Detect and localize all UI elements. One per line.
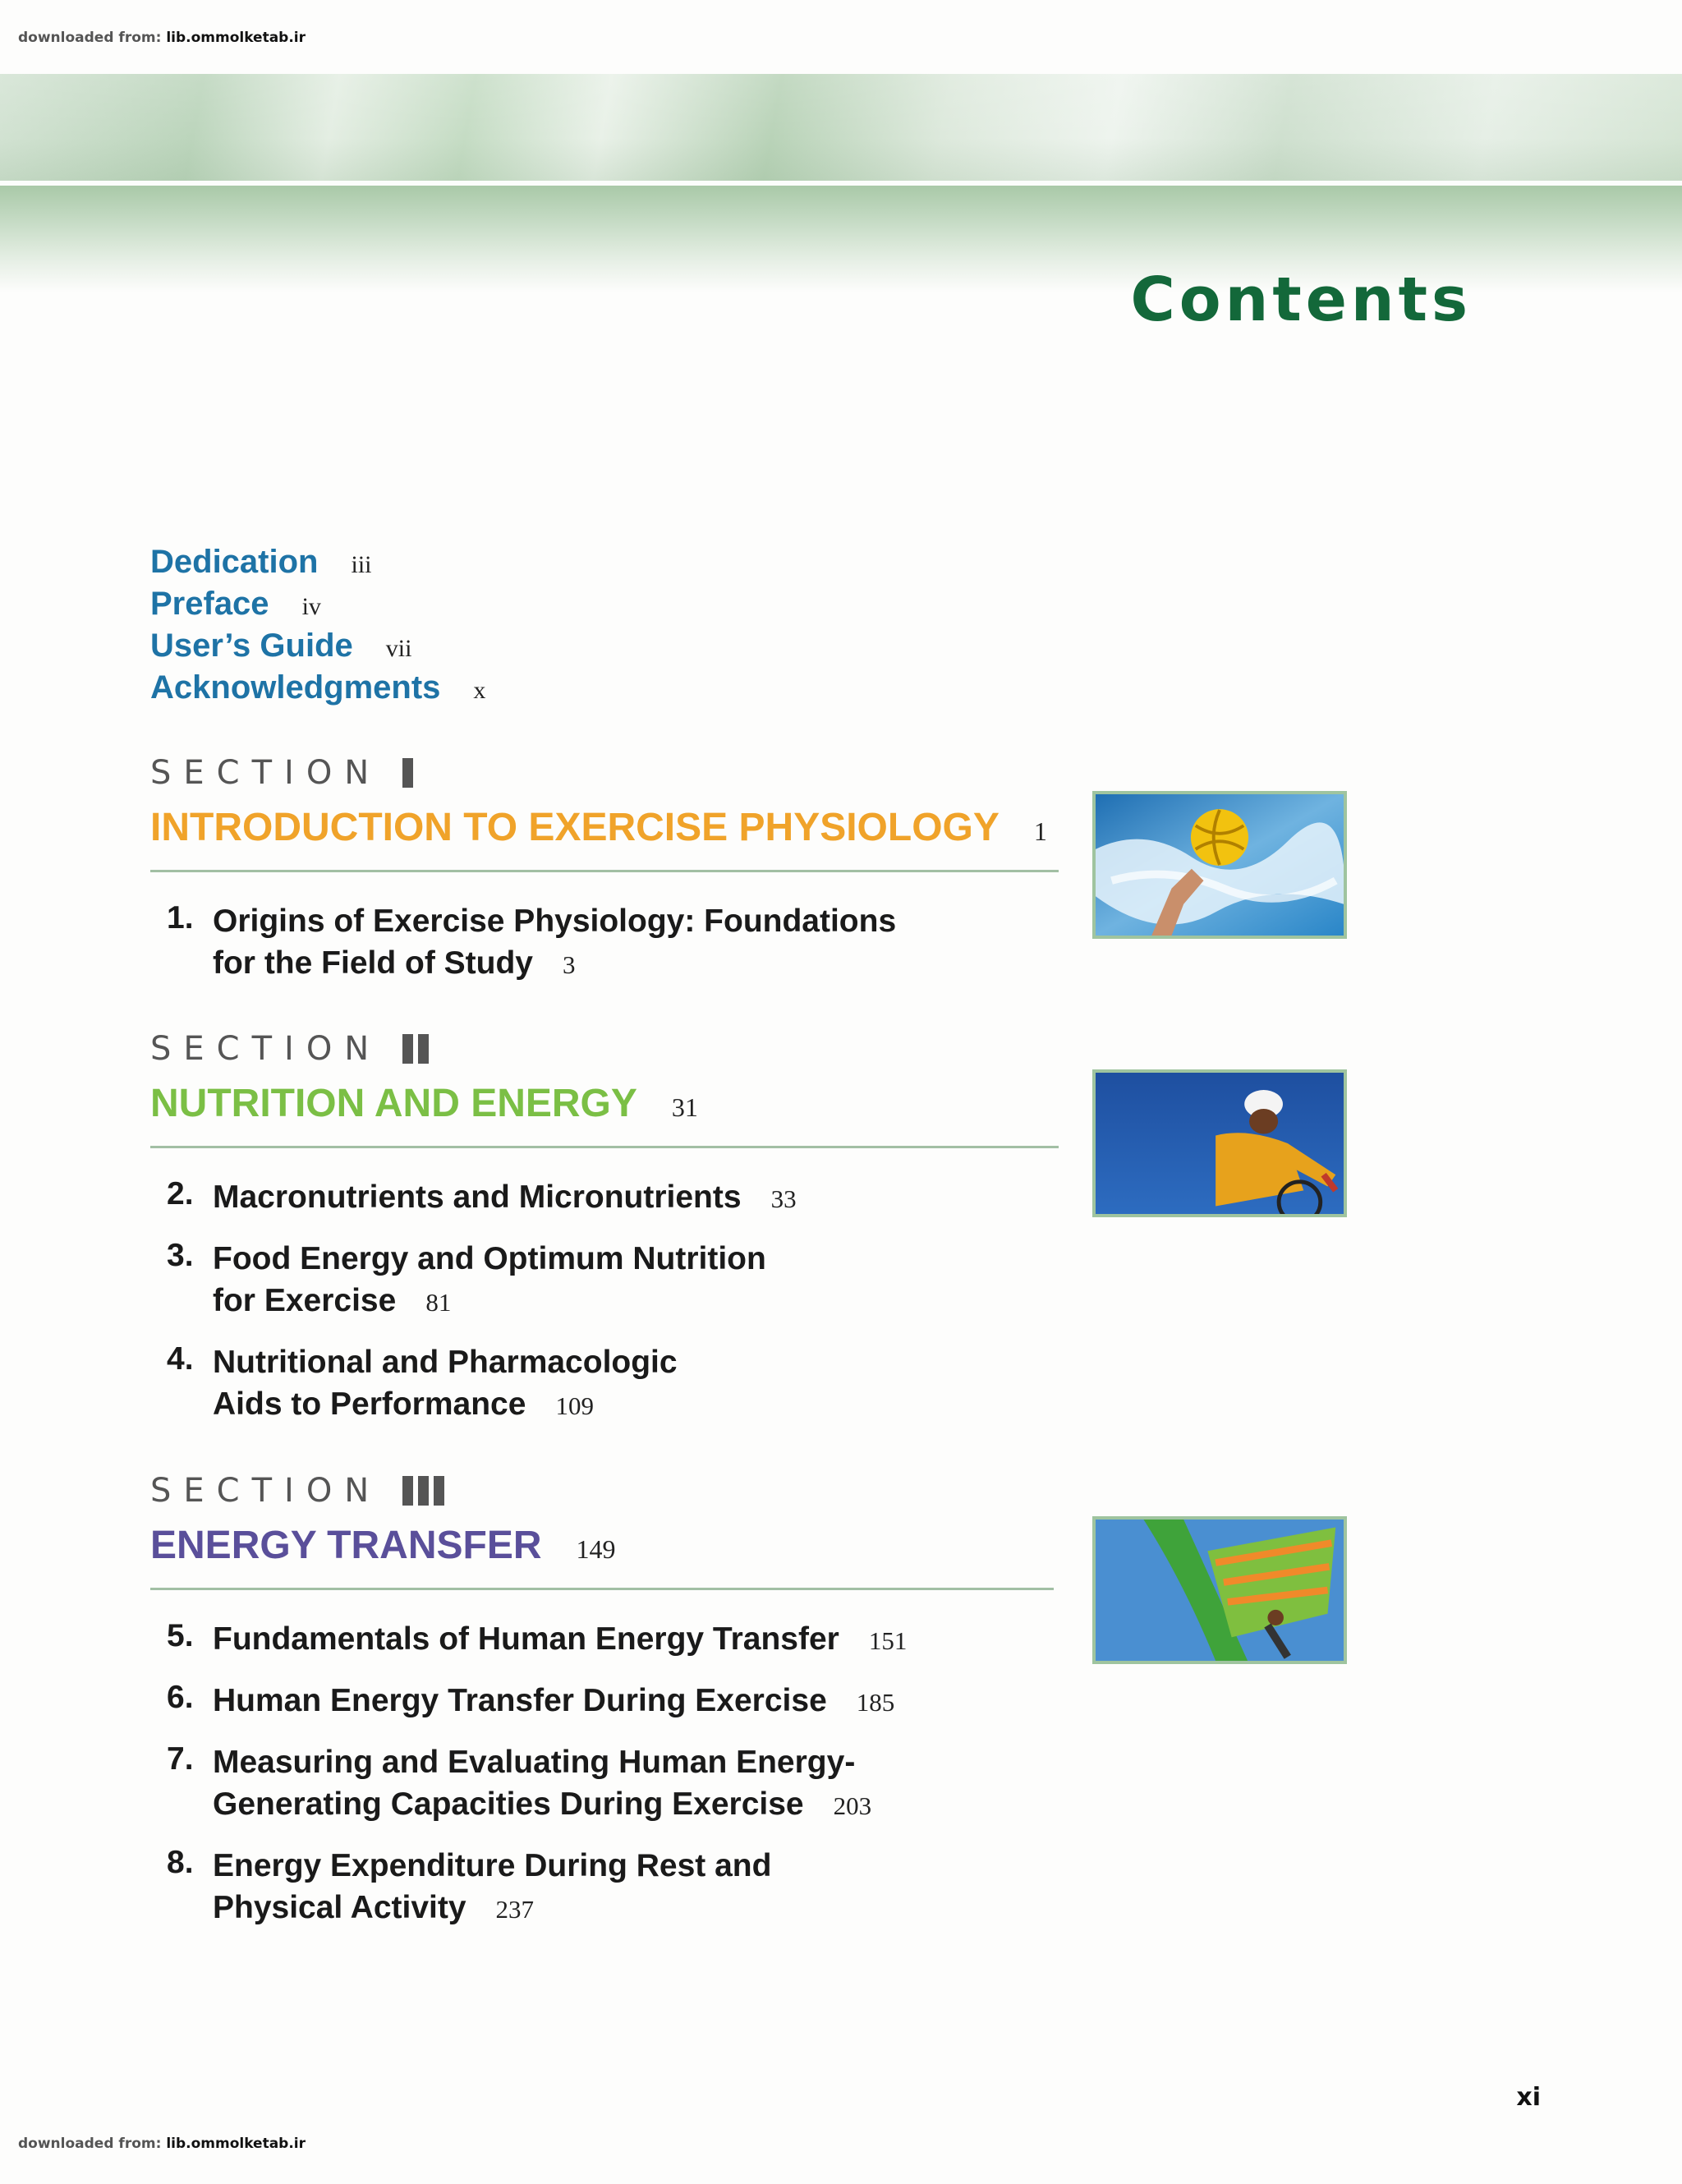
chapter-title-line: Origins of Exercise Physiology: Foundations: [213, 903, 897, 939]
section-page: 149: [576, 1534, 616, 1564]
chapter-entry-2[interactable]: [167, 1176, 1059, 1220]
chapter-entry-8[interactable]: [167, 1845, 1054, 1930]
cyclist-photo: [1092, 1069, 1347, 1217]
section-label: [150, 1028, 1059, 1069]
section-page: 31: [671, 1092, 698, 1122]
chapter-list: [167, 1176, 1059, 1427]
chapter-page: 151: [868, 1626, 908, 1655]
section-divider: [150, 1588, 1054, 1590]
watermark-prefix: downloaded from:: [18, 2136, 167, 2152]
chapter-title-line: Nutritional and Pharmacologic: [213, 1345, 678, 1380]
chapter-entry-1[interactable]: [167, 900, 1059, 986]
section-title: ENERGY TRANSFER: [150, 1524, 542, 1567]
section-divider: [150, 1146, 1059, 1148]
windsurfer-photo: [1092, 1516, 1347, 1664]
chapter-entry-6[interactable]: [167, 1680, 1054, 1723]
section-word: SECTION: [150, 1472, 382, 1510]
page-title: Contents: [1130, 264, 1472, 335]
chapter-title: [213, 1680, 894, 1723]
chapter-number: 2.: [167, 1176, 194, 1212]
chapter-list: [167, 1618, 1054, 1930]
section-divider: [150, 870, 1059, 872]
water-polo-photo: [1092, 791, 1347, 939]
chapter-title-line: Physical Activity: [213, 1890, 466, 1925]
section-1: [150, 752, 1059, 1004]
front-item-page: iv: [301, 593, 321, 620]
section-heading[interactable]: [150, 1081, 1059, 1126]
chapter-number: 3.: [167, 1238, 194, 1273]
chapter-entry-4[interactable]: [167, 1341, 1059, 1427]
chapter-title-line: for Exercise: [213, 1283, 397, 1318]
chapter-title-line: Aids to Performance: [213, 1386, 526, 1422]
front-item-label: Preface: [150, 586, 269, 622]
chapter-entry-7[interactable]: [167, 1741, 1054, 1827]
section-label: [150, 1470, 1054, 1511]
watermark-site: lib.ommolketab.ir: [166, 30, 306, 46]
section-heading[interactable]: [150, 1523, 1054, 1568]
chapter-number: 5.: [167, 1618, 194, 1653]
chapter-number: 8.: [167, 1845, 194, 1880]
section-2: [150, 1028, 1059, 1445]
front-item-acknowledgments[interactable]: [150, 669, 485, 711]
front-item-page: x: [473, 677, 486, 704]
chapter-page: 237: [495, 1895, 535, 1924]
section-page: 1: [1033, 816, 1047, 846]
front-item-label: Acknowledgments: [150, 669, 441, 706]
chapter-page: 3: [562, 950, 576, 979]
chapter-entry-3[interactable]: [167, 1238, 1059, 1323]
section-word: SECTION: [150, 1030, 382, 1068]
section-numeral-icon: [402, 1034, 429, 1064]
chapter-title-line: Macronutrients and Micronutrients: [213, 1179, 742, 1215]
section-heading[interactable]: [150, 805, 1059, 850]
chapter-title: [213, 1618, 907, 1662]
section-numeral-icon: [402, 758, 413, 788]
header-banner: [0, 74, 1682, 181]
page-number: xi: [1516, 2083, 1541, 2112]
chapter-title: [213, 900, 896, 986]
front-item-users-guide[interactable]: [150, 628, 485, 669]
section-word: SECTION: [150, 754, 382, 792]
chapter-title-line: for the Field of Study: [213, 945, 533, 981]
section-numeral-icon: [402, 1476, 444, 1506]
chapter-title: [213, 1341, 678, 1427]
chapter-title-line: Measuring and Evaluating Human Energy-: [213, 1745, 856, 1780]
section-label: [150, 752, 1059, 793]
front-item-label: Dedication: [150, 544, 319, 580]
chapter-title-line: Fundamentals of Human Energy Transfer: [213, 1621, 839, 1657]
chapter-title-line: Generating Capacities During Exercise: [213, 1786, 804, 1822]
chapter-title: [213, 1741, 871, 1827]
chapter-page: 185: [856, 1688, 895, 1717]
watermark-site: lib.ommolketab.ir: [166, 2136, 306, 2152]
chapter-page: 109: [555, 1391, 594, 1420]
front-item-label: User’s Guide: [150, 628, 353, 664]
section-3: [150, 1470, 1054, 1948]
chapter-number: 7.: [167, 1741, 194, 1777]
front-matter-list: [150, 544, 485, 711]
chapter-page: 33: [770, 1184, 797, 1213]
chapter-title: [213, 1238, 766, 1323]
chapter-title-line: Human Energy Transfer During Exercise: [213, 1683, 827, 1718]
watermark-bottom: [18, 2136, 306, 2152]
front-item-preface[interactable]: [150, 586, 485, 628]
chapter-page: 203: [833, 1791, 872, 1820]
front-item-dedication[interactable]: [150, 544, 485, 586]
chapter-page: 81: [425, 1288, 452, 1317]
chapter-number: 4.: [167, 1341, 194, 1377]
front-item-page: iii: [351, 551, 372, 578]
section-title: INTRODUCTION TO EXERCISE PHYSIOLOGY: [150, 806, 1000, 849]
chapter-number: 6.: [167, 1680, 194, 1715]
chapter-title: [213, 1176, 797, 1220]
watermark-top: [18, 30, 306, 46]
section-title: NUTRITION AND ENERGY: [150, 1082, 637, 1125]
chapter-title-line: Energy Expenditure During Rest and: [213, 1848, 772, 1883]
front-item-page: vii: [385, 635, 412, 662]
watermark-prefix: downloaded from:: [18, 30, 167, 46]
chapter-title-line: Food Energy and Optimum Nutrition: [213, 1241, 766, 1276]
chapter-title: [213, 1845, 771, 1930]
chapter-number: 1.: [167, 900, 194, 936]
chapter-list: [167, 900, 1059, 986]
chapter-entry-5[interactable]: [167, 1618, 1054, 1662]
